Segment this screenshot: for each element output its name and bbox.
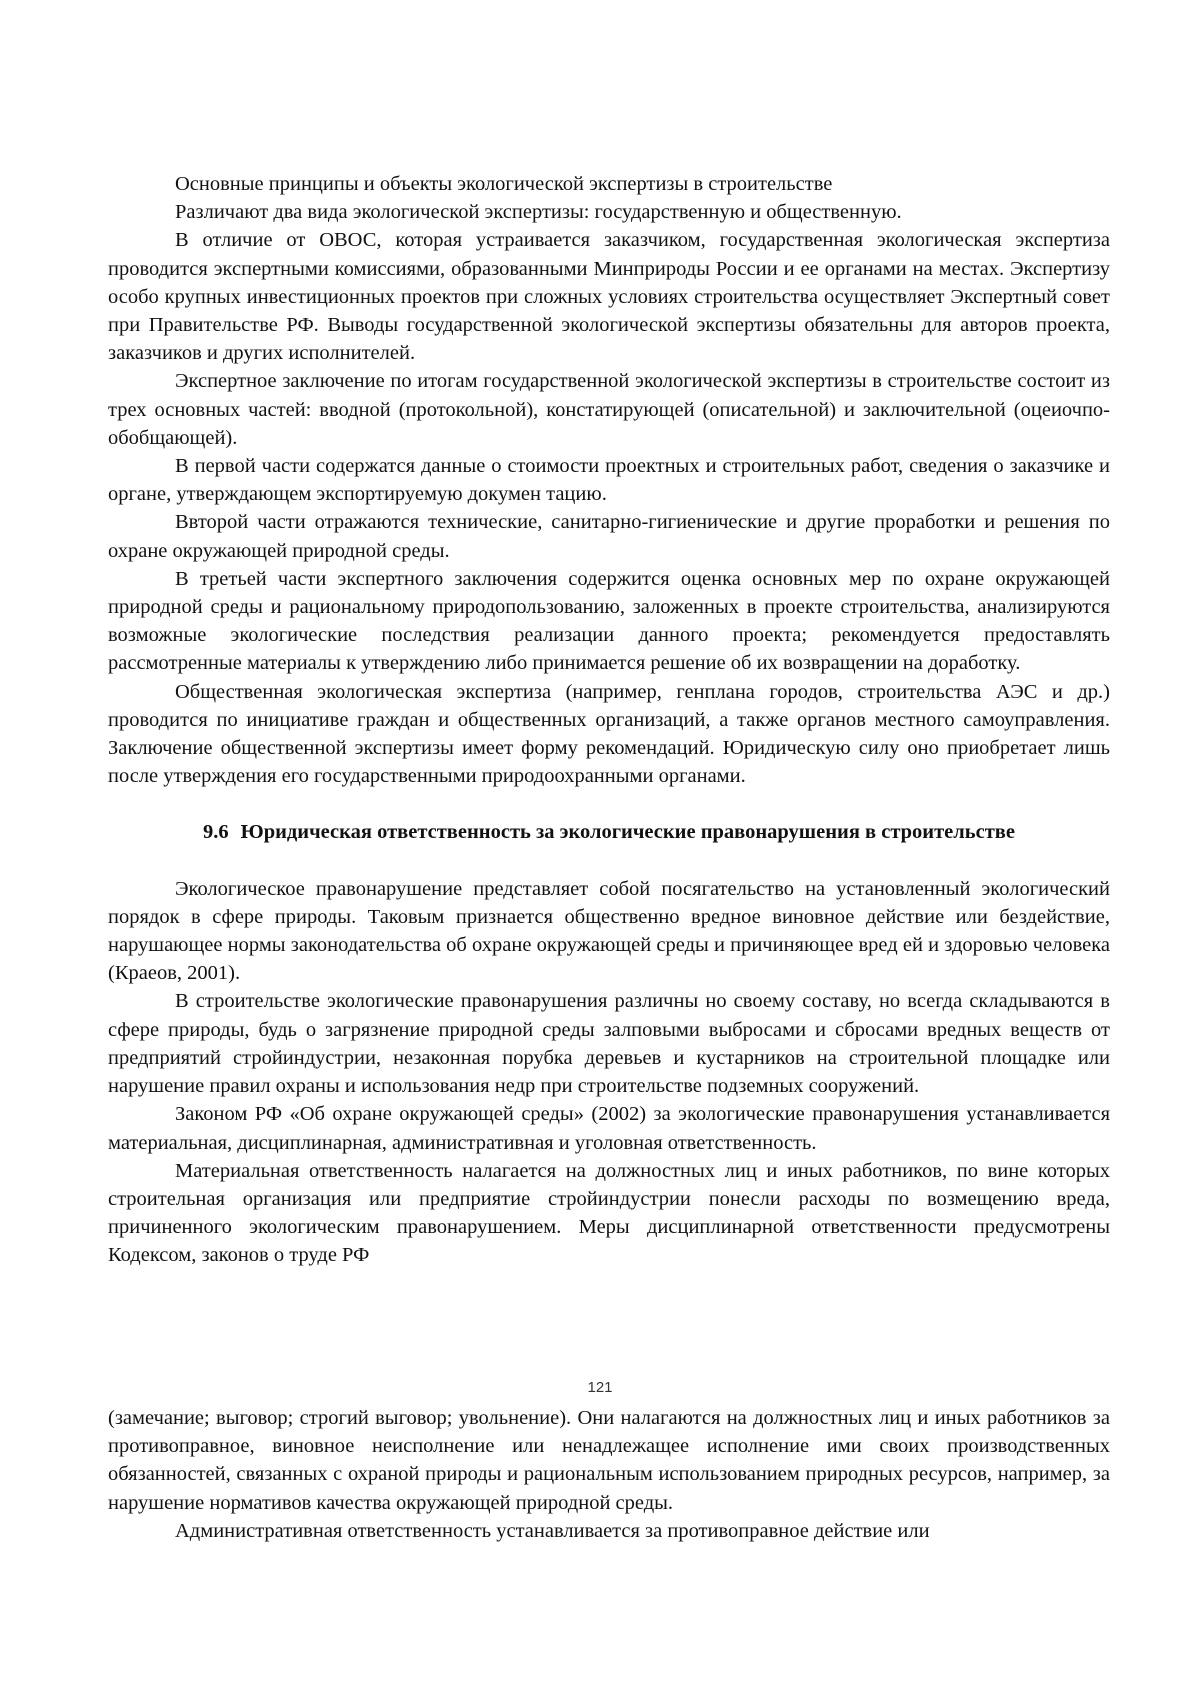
paragraph: Ввторой части отражаются технические, санитарно-гигиенические и другие проработки и решения по охране окружающей природной среды. bbox=[108, 511, 1110, 562]
paragraph: В отличие от ОВОС, которая устраивается заказчиком, государственная экологическая экспертиза проводится экспертными комиссиями, образованными Минприроды России и ее органами на местах. Экспертизу особо крупных инвестиционных проектов при сложных условиях строительства осуществляет Экспертный совет при Правительстве РФ. Выводы государственной экологической экспертизы обязательны для авторов проекта, заказчиков и других исполнителей. bbox=[108, 229, 1110, 365]
paragraph: Экологическое правонарушение представляет собой посягательство на установленный экологический порядок в сфере природы. Таковым признается общественно вредное виновное действие или бездействие, нарушающее нормы законодательства об охране окружающей среды и причиняющее вред ей и здоровью человека (Краеов, 2001). bbox=[108, 877, 1110, 985]
page-continuation bbox=[108, 1404, 1110, 1545]
section-title: Юридическая ответственность за экологические правонарушения в строительстве bbox=[240, 821, 1015, 844]
paragraph: Материальная ответственность налагается на должностных лиц и иных работников, по вине которых строительная организация или предприятие стройиндустрии понесли расходы по возмещению вреда, причиненного экологическим правонарушением. Меры дисциплинарной ответственности предусмотрены Кодексом, законов о труде РФ bbox=[108, 1159, 1110, 1267]
paragraph: В строительстве экологические правонарушения различны но своему составу, но всегда складываются в сфере природы, будь о загрязнение природной среды залповыми выбросами и сбросами вредных веществ от предприятий стройиндустрии, незаконная порубка деревьев и кустарников на строительной площадке или нарушение правил охраны и использования недр при строительстве подземных сооружений. bbox=[108, 990, 1110, 1098]
section-intro-title: Основные принципы и объекты экологической экспертизы в строительстве bbox=[175, 173, 833, 195]
section-heading bbox=[108, 818, 1110, 846]
paragraph: Административная ответственность устанавливается за противоправное действие или bbox=[175, 1519, 930, 1542]
paragraph: (замечание; выговор; строгий выговор; увольнение). Они налагаются на должностных лиц и иных работников за противоправное, виновное неисполнение или ненадлежащее исполнение ими своих производственных обязанностей, связанных с охраной природы и рациональным использованием природных ресурсов, например, за нарушение нормативов качества окружающей природной среды. bbox=[108, 1407, 1110, 1514]
paragraph: Различают два вида экологической экспертизы: государственную и общественную. bbox=[175, 201, 902, 224]
paragraph: В первой части содержатся данные о стоимости проектных и строительных работ, сведения о заказчике и органе, утверждающем экспортируемую докумен тацию. bbox=[108, 455, 1110, 506]
page-number: 121 bbox=[587, 1379, 613, 1396]
section-number: 9.6 bbox=[203, 821, 229, 844]
paragraph: В третьей части экспертного заключения содержится оценка основных мер по охране окружающей природной среды и рациональному природопользованию, заложенных в проекте строительства, анализируются возможные экологические последствия реализации данного проекта; рекомендуется предоставлять рассмотренные материалы к утверждению либо принимается решение об их возвращении на доработку. bbox=[108, 567, 1110, 675]
paragraph: Законом РФ «Об охране окружающей среды» (2002) за экологические правонарушения устанавливается материальная, дисциплинарная, административная и уголовная ответственность. bbox=[108, 1103, 1110, 1154]
paragraph: Экспертное заключение по итогам государственной экологической экспертизы в строительстве состоит из трех основных частей: вводной (протокольной), констатирующей (описательной) и заключительной (оцеиочпо-обобщающей). bbox=[108, 370, 1110, 449]
page-body bbox=[108, 170, 1110, 1270]
paragraph: Общественная экологическая экспертиза (например, генплана городов, строительства АЭС и др.) проводится по инициативе граждан и общественных организаций, а также органов местного самоуправления. Заключение общественной экспертизы имеет форму рекомендаций. Юридическую силу оно приобретает лишь после утверждения его государственными природоохранными органами. bbox=[108, 680, 1110, 788]
